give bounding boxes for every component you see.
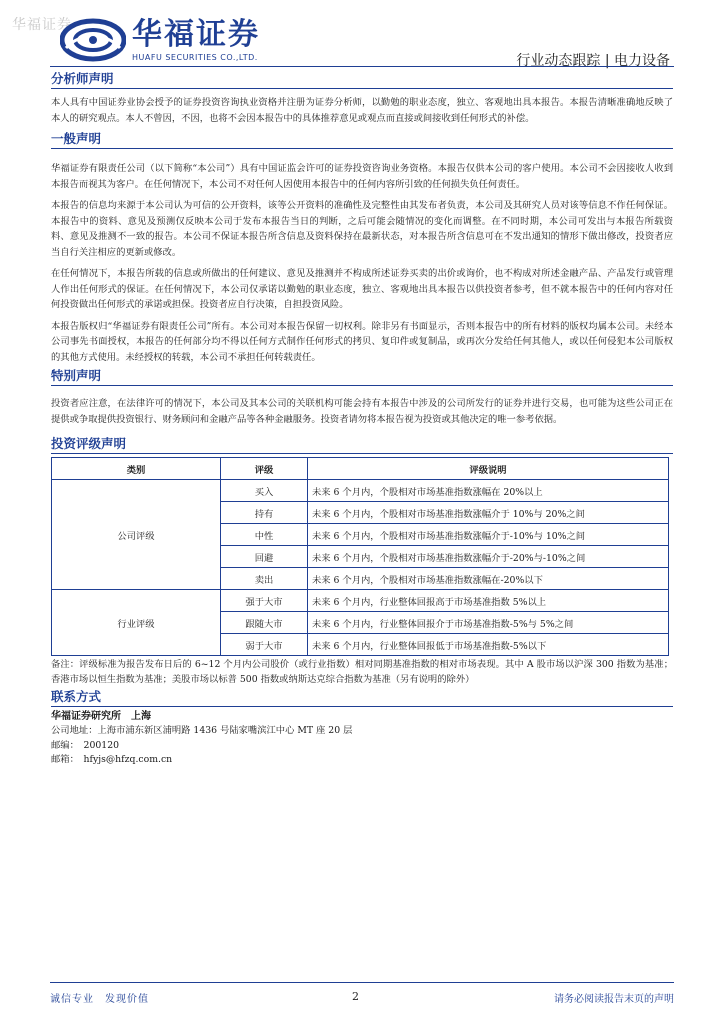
logo-name-cn: 华福证券 [132,16,260,52]
company-logo [60,18,260,62]
description-cell: 未来 6 个月内，行业整体回报高于市场基准指数 5%以上 [308,590,669,612]
rating-cell: 回避 [221,546,308,568]
report-category [516,50,670,70]
report-body [51,70,673,768]
analyst-statement-title: 分析师声明 [51,70,673,89]
analyst-statement-text: 本人具有中国证券业协会授予的证券投资咨询执业资格并注册为证券分析师，以勤勉的职业态度，独立、客观地出具本报告。本报告清晰准确地反映了本人的研究观点。本人不曾因，不因，也将不会因本报告中的具体推荐意见或观点而直接或间接收到任何形式的补偿。 [51,97,673,124]
header-separator: | [604,53,610,69]
description-cell: 未来 6 个月内，个股相对市场基准指数涨幅在-20%以下 [308,568,669,590]
logo-name-en: HUAFU SECURITIES CO.,LTD. [132,52,258,62]
industry-name: 电力设备 [614,53,670,69]
description-cell: 未来 6 个月内，个股相对市场基准指数涨幅介于 10%与 20%之间 [308,502,669,524]
rating-cell: 买入 [221,480,308,502]
contact-postcode: 邮编： 200120 [51,739,120,751]
general-paragraph-3: 在任何情况下，本报告所载的信息或所做出的任何建议、意见及推测并不构成所述证券买卖的出价或询价，也不构成对所述金融产品、产品发行或管理人作出任何形式的保证。在任何情况下，本公司仅承诺以勤勉的职业态度，独立、客观地出具本报告以供投资者参考，但不就本报告中的任何内容对任何投资做出任何形式的承诺或担保。投资者应自行决策，自担投资风险。 [51,268,673,310]
description-cell: 未来 6 个月内，个股相对市场基准指数涨幅介于-10%与 10%之间 [308,524,669,546]
rating-cell: 中性 [221,524,308,546]
category-industry: 行业评级 [52,590,221,656]
table-row [52,480,669,502]
rating-table-header [52,458,669,480]
general-paragraph-1: 华福证券有限责任公司（以下简称“本公司”）具有中国证监会许可的证券投资咨询业务资格。本报告仅供本公司的客户使用。本公司不会因接收人收到本报告而视其为客户。在任何情况下，本公司不对任何人因使用本报告中的任何内容所引致的任何损失负任何责任。 [51,163,673,190]
special-statement-text: 投资者应注意，在法律许可的情况下，本公司及其本公司的关联机构可能会持有本报告中涉及的公司所发行的证券并进行交易，也可能为这些公司正在提供或争取提供投资银行、财务顾问和金融产品等各种金融服务。投资者请勿将本报告视为投资或其他决定的唯一参考依据。 [51,398,673,425]
description-cell: 未来 6 个月内，个股相对市场基准指数涨幅在 20%以上 [308,480,669,502]
category-company: 公司评级 [52,480,221,590]
table-row [52,590,669,612]
rating-table [51,457,669,656]
rating-cell: 弱于大市 [221,634,308,656]
rating-cell: 强于大市 [221,590,308,612]
contact-address: 公司地址：上海市浦东新区浦明路 1436 号陆家嘴滨江中心 MT 座 20 层 [51,725,353,736]
contact-title: 联系方式 [51,688,673,707]
header-description: 评级说明 [308,458,669,480]
contact-email[interactable]: 邮箱： hfyjs@hfzq.com.cn [51,754,173,765]
description-cell: 未来 6 个月内，行业整体回报低于市场基准指数-5%以下 [308,634,669,656]
special-statement-title: 特别声明 [51,367,673,386]
footer-slogan: 诚信专业 发现价值 [50,994,149,1005]
rating-cell: 卖出 [221,568,308,590]
header-divider [50,66,674,67]
general-paragraph-4: 本报告版权归“华福证券有限责任公司”所有。本公司对本报告保留一切权利。除非另有书面显示，否则本报告中的所有材料的版权均属本公司。未经本公司事先书面授权，本报告的任何部分均不得以任何方式制作任何形式的拷贝、复印件或复制品，或再次分发给任何其他人，或以任何侵犯本公司版权的其他方式使用。未经授权的转载，本公司不承担任何转载责任。 [51,320,673,363]
rating-cell: 持有 [221,502,308,524]
header-category: 类别 [52,458,221,480]
description-cell: 未来 6 个月内，行业整体回报介于市场基准指数-5%与 5%之间 [308,612,669,634]
rating-cell: 跟随大市 [221,612,308,634]
huafu-logo-icon [60,18,126,62]
header-rating: 评级 [221,458,308,480]
watermark: 华福证券 [12,17,72,33]
rating-statement-title: 投资评级声明 [51,435,673,454]
general-paragraph-2: 本报告的信息均来源于本公司认为可信的公开资料，该等公开资料的准确性及完整性由其发布者负责，本公司及其研究人员对该等信息不作任何保证。本报告中的资料、意见及预测仅反映本公司于发布本报告当日的判断，之后可能会随情况的变化而调整。在不同时期，本公司可发出与本报告所载资料、意见及推测不一致的报告。本公司不保证本报告所含信息及资料保持在最新状态，对本报告所含信息可在不发出通知的情形下做出修改，投资者应当自行关注相应的更新或修改。 [51,200,673,258]
description-cell: 未来 6 个月内，个股相对市场基准指数涨幅介于-20%与-10%之间 [308,546,669,568]
footer-divider [50,982,674,983]
rating-note: 备注：评级标准为报告发布日后的 6~12 个月内公司股价（或行业指数）相对同期基准指数的相对市场表现。其中 A 股市场以沪深 300 指数为基准；香港市场以恒生指数为基准；美股市场以标普 500 指数或纳斯达克综合指数为基准（另有说明的除外） [51,659,673,685]
footer-disclaimer: 请务必阅读报告末页的声明 [554,994,674,1005]
page-number: 2 [352,990,359,1003]
contact-organization: 华福证券研究所 上海 [51,711,151,722]
report-type: 行业动态跟踪 [516,53,601,69]
general-statement-title: 一般声明 [51,130,673,149]
